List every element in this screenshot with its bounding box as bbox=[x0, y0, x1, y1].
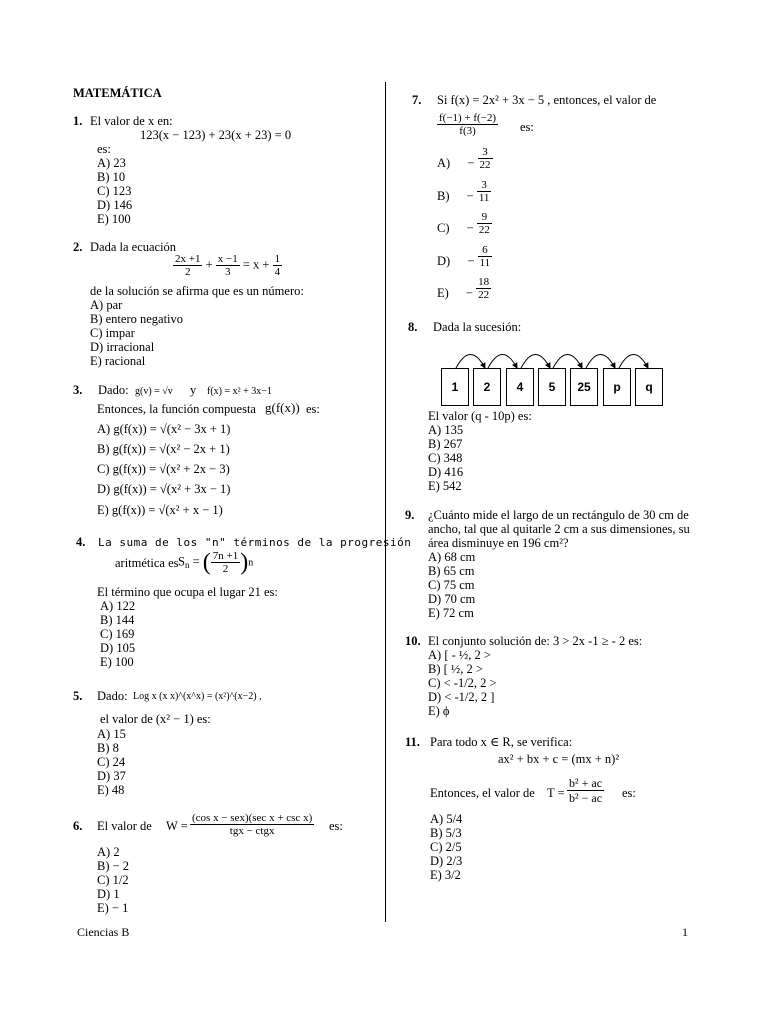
option-a[interactable]: A) g(f(x)) = √(x² − 3x + 1) bbox=[97, 422, 231, 436]
section-title: MATEMÁTICA bbox=[73, 86, 162, 100]
option-a[interactable]: A) [ - ½, 2 > bbox=[428, 648, 491, 662]
option-b[interactable]: B) 5/3 bbox=[430, 826, 462, 840]
option-b[interactable]: B) − 2 bbox=[97, 859, 130, 873]
option-d[interactable]: D) 105 bbox=[100, 641, 136, 655]
n-factor: n bbox=[248, 557, 254, 569]
page-number: 1 bbox=[682, 925, 688, 939]
option-d[interactable] bbox=[437, 243, 492, 269]
frac-num: 6 bbox=[478, 244, 493, 257]
right-paren: ) bbox=[240, 549, 249, 576]
option-d[interactable]: D) 37 bbox=[97, 769, 126, 783]
option-b[interactable]: B) [ ½, 2 > bbox=[428, 662, 483, 676]
sequence-term: p bbox=[603, 368, 631, 406]
frac-den: 2 bbox=[184, 266, 191, 278]
frac-num: 1 bbox=[274, 253, 281, 265]
option-c[interactable]: C) < -1/2, 2 > bbox=[428, 676, 497, 690]
frac-num: 9 bbox=[477, 211, 492, 224]
equals-x: = x + bbox=[242, 257, 270, 272]
sum-formula bbox=[178, 550, 253, 575]
option-a[interactable] bbox=[437, 145, 493, 171]
question-text: La suma de los "n" términos de la progresión bbox=[98, 536, 412, 549]
option-e[interactable]: E) 100 bbox=[100, 655, 134, 669]
frac-num: 3 bbox=[477, 179, 492, 192]
option-e[interactable]: E) 542 bbox=[428, 479, 462, 493]
option-b[interactable]: B) 267 bbox=[428, 437, 463, 451]
minus-sign: − bbox=[467, 254, 475, 268]
question-text: Entonces, el valor de bbox=[430, 786, 535, 800]
f-definition: f(x) = x² + 3x−1 bbox=[207, 386, 272, 397]
log-equation: Log x (x x)^(x^x) = (x²)^(x−2) , bbox=[133, 691, 262, 702]
option-d[interactable]: D) 1 bbox=[97, 887, 120, 901]
sequence-term: 25 bbox=[570, 368, 598, 406]
sequence-term: 4 bbox=[506, 368, 534, 406]
frac-num: x −1 bbox=[217, 253, 238, 265]
option-d[interactable]: D) g(f(x)) = √(x² + 3x − 1) bbox=[97, 482, 231, 496]
question-prompt: Para todo x ∈ R, se verifica: bbox=[430, 735, 573, 749]
plus-sign: + bbox=[205, 257, 213, 272]
t-fraction bbox=[567, 776, 604, 805]
option-e[interactable]: E) g(f(x)) = √(x² + x − 1) bbox=[97, 503, 223, 517]
option-e[interactable] bbox=[437, 275, 491, 301]
question-text: área disminuye en 196 cm²? bbox=[428, 536, 569, 550]
option-label: A) bbox=[437, 156, 451, 170]
option-label: E) bbox=[437, 286, 449, 300]
question-number: 10. bbox=[405, 634, 421, 648]
question-number: 11. bbox=[405, 735, 420, 749]
option-a[interactable]: A) 122 bbox=[100, 599, 136, 613]
option-c[interactable]: C) 24 bbox=[97, 755, 126, 769]
frac-den: 11 bbox=[478, 191, 490, 204]
option-a[interactable]: A) 68 cm bbox=[428, 550, 476, 564]
minus-sign: − bbox=[466, 189, 474, 203]
frac-den: 3 bbox=[225, 266, 231, 278]
option-b[interactable]: B) 65 cm bbox=[428, 564, 475, 578]
option-e[interactable]: E) 72 cm bbox=[428, 606, 474, 620]
t-label: T = bbox=[547, 786, 565, 800]
option-b[interactable]: B) g(f(x)) = √(x² − 2x + 1) bbox=[97, 442, 230, 456]
question-number: 4. bbox=[76, 535, 86, 549]
option-d[interactable]: D) irracional bbox=[90, 340, 155, 354]
option-d[interactable]: D) 416 bbox=[428, 465, 464, 479]
option-e[interactable]: E) racional bbox=[90, 354, 146, 368]
question-text: de la solución se afirma que es un número: bbox=[90, 284, 304, 298]
option-a[interactable]: A) par bbox=[90, 298, 123, 312]
minus-sign: − bbox=[467, 156, 475, 170]
frac-num: b² + ac bbox=[569, 776, 603, 790]
g-definition: g(v) = √v bbox=[135, 386, 173, 397]
composition: g(f(x)) bbox=[265, 400, 300, 415]
w-label: W = bbox=[166, 819, 188, 833]
option-label: B) bbox=[437, 189, 450, 203]
option-d[interactable]: D) 70 cm bbox=[428, 592, 476, 606]
option-b[interactable]: B) 8 bbox=[97, 741, 119, 755]
frac-num: 2x +1 bbox=[175, 253, 201, 265]
es-label: es: bbox=[329, 819, 343, 833]
sn-label: S bbox=[178, 554, 185, 569]
question-prompt: El conjunto solución de: 3 > 2x -1 ≥ - 2 es: bbox=[428, 634, 643, 648]
option-c[interactable]: C) impar bbox=[90, 326, 135, 340]
dado-label: Dado: bbox=[97, 689, 128, 703]
option-c[interactable]: C) 75 cm bbox=[428, 578, 475, 592]
option-b[interactable]: B) entero negativo bbox=[90, 312, 184, 326]
option-a[interactable]: A) 15 bbox=[97, 727, 126, 741]
question-number: 1. bbox=[73, 114, 83, 128]
option-c[interactable]: C) 348 bbox=[428, 451, 463, 465]
frac-num: (cos x − sex)(sec x + csc x) bbox=[192, 812, 313, 824]
option-e[interactable]: E) 3/2 bbox=[430, 868, 461, 882]
option-c[interactable]: C) g(f(x)) = √(x² + 2x − 3) bbox=[97, 462, 230, 476]
left-paren: ( bbox=[202, 549, 211, 576]
sequence-term: q bbox=[635, 368, 663, 406]
option-c[interactable] bbox=[437, 210, 492, 236]
option-c[interactable]: C) 123 bbox=[97, 184, 132, 198]
question-number: 5. bbox=[73, 689, 83, 703]
equation: 123(x − 123) + 23(x + 23) = 0 bbox=[140, 128, 292, 142]
question-number: 7. bbox=[412, 93, 422, 107]
f-fraction bbox=[437, 112, 498, 137]
option-a[interactable]: A) 2 bbox=[97, 845, 120, 859]
sequence-term: 1 bbox=[441, 368, 469, 406]
sequence-term: 5 bbox=[538, 368, 566, 406]
frac-den: tgx − ctgx bbox=[229, 825, 275, 837]
option-c[interactable]: C) 169 bbox=[100, 627, 135, 641]
question-text: ¿Cuánto mide el largo de un rectángulo de 30 cm de bbox=[428, 508, 689, 522]
question-text: ancho, tal que al quitarle 2 cm a sus dimensiones, su bbox=[428, 522, 690, 536]
option-b[interactable]: B) 144 bbox=[100, 613, 135, 627]
frac-den: 11 bbox=[479, 256, 491, 269]
question-text: Si f(x) = 2x² + 3x − 5 , entonces, el valor de bbox=[437, 93, 657, 107]
option-c[interactable]: C) 1/2 bbox=[97, 873, 129, 887]
frac-den: 22 bbox=[478, 288, 490, 301]
frac-den: 22 bbox=[479, 158, 491, 171]
frac-num: 18 bbox=[478, 275, 490, 288]
sequence-term: 2 bbox=[473, 368, 501, 406]
option-a[interactable]: A) 135 bbox=[428, 423, 464, 437]
option-e[interactable]: E) 48 bbox=[97, 783, 125, 797]
question-text: El valor (q - 10p) es: bbox=[428, 409, 532, 423]
minus-sign: − bbox=[465, 286, 473, 300]
column-divider bbox=[385, 82, 386, 922]
equation: ax² + bx + c = (mx + n)² bbox=[498, 752, 620, 766]
and-label: y bbox=[190, 383, 197, 397]
option-d[interactable]: D) 146 bbox=[97, 198, 133, 212]
es-label: es: bbox=[622, 786, 636, 800]
question-number: 6. bbox=[73, 819, 83, 833]
question-text: El término que ocupa el lugar 21 es: bbox=[97, 585, 278, 599]
option-e[interactable]: E) ϕ bbox=[428, 704, 450, 718]
frac-num: 3 bbox=[478, 146, 493, 159]
frac-den: b² − ac bbox=[569, 791, 603, 805]
equation bbox=[173, 253, 282, 278]
question-number: 2. bbox=[73, 240, 83, 254]
frac-den: 4 bbox=[274, 266, 281, 278]
option-a[interactable]: A) 23 bbox=[97, 156, 126, 170]
frac-num: f(−1) + f(−2) bbox=[439, 112, 497, 124]
es-label: es: bbox=[306, 402, 320, 416]
w-fraction bbox=[190, 812, 314, 837]
minus-sign: − bbox=[466, 221, 474, 235]
equals-sign: = bbox=[192, 554, 200, 569]
frac-num: 7n +1 bbox=[212, 550, 239, 562]
option-b[interactable] bbox=[437, 178, 491, 204]
footer-label: Ciencias B bbox=[77, 925, 130, 939]
option-d[interactable]: D) 2/3 bbox=[430, 854, 463, 868]
es-label: es: bbox=[520, 120, 534, 134]
sn-subscript: n bbox=[184, 560, 190, 571]
option-a[interactable]: A) 5/4 bbox=[430, 812, 463, 826]
frac-den: 2 bbox=[222, 563, 229, 575]
question-text: Entonces, la función compuesta bbox=[97, 402, 256, 416]
option-e[interactable]: E) 100 bbox=[97, 212, 131, 226]
option-label: D) bbox=[437, 254, 451, 268]
es-label: es: bbox=[97, 142, 111, 156]
question-prompt: Dada la ecuación bbox=[90, 240, 177, 254]
frac-den: f(3) bbox=[459, 125, 476, 137]
question-text: aritmética es bbox=[115, 556, 179, 570]
question-prompt: El valor de x en: bbox=[90, 114, 173, 128]
dado-label: Dado: bbox=[98, 383, 129, 397]
frac-den: 22 bbox=[478, 223, 490, 236]
question-number: 8. bbox=[408, 320, 418, 334]
question-text: el valor de (x² − 1) es: bbox=[100, 712, 211, 726]
option-e[interactable]: E) − 1 bbox=[97, 901, 129, 915]
question-prompt: El valor de bbox=[97, 819, 152, 833]
option-d[interactable]: D) < -1/2, 2 ] bbox=[428, 690, 495, 704]
question-number: 3. bbox=[73, 383, 83, 397]
option-label: C) bbox=[437, 221, 450, 235]
question-number: 9. bbox=[405, 508, 415, 522]
option-c[interactable]: C) 2/5 bbox=[430, 840, 462, 854]
question-prompt: Dada la sucesión: bbox=[433, 320, 522, 334]
option-b[interactable]: B) 10 bbox=[97, 170, 126, 184]
